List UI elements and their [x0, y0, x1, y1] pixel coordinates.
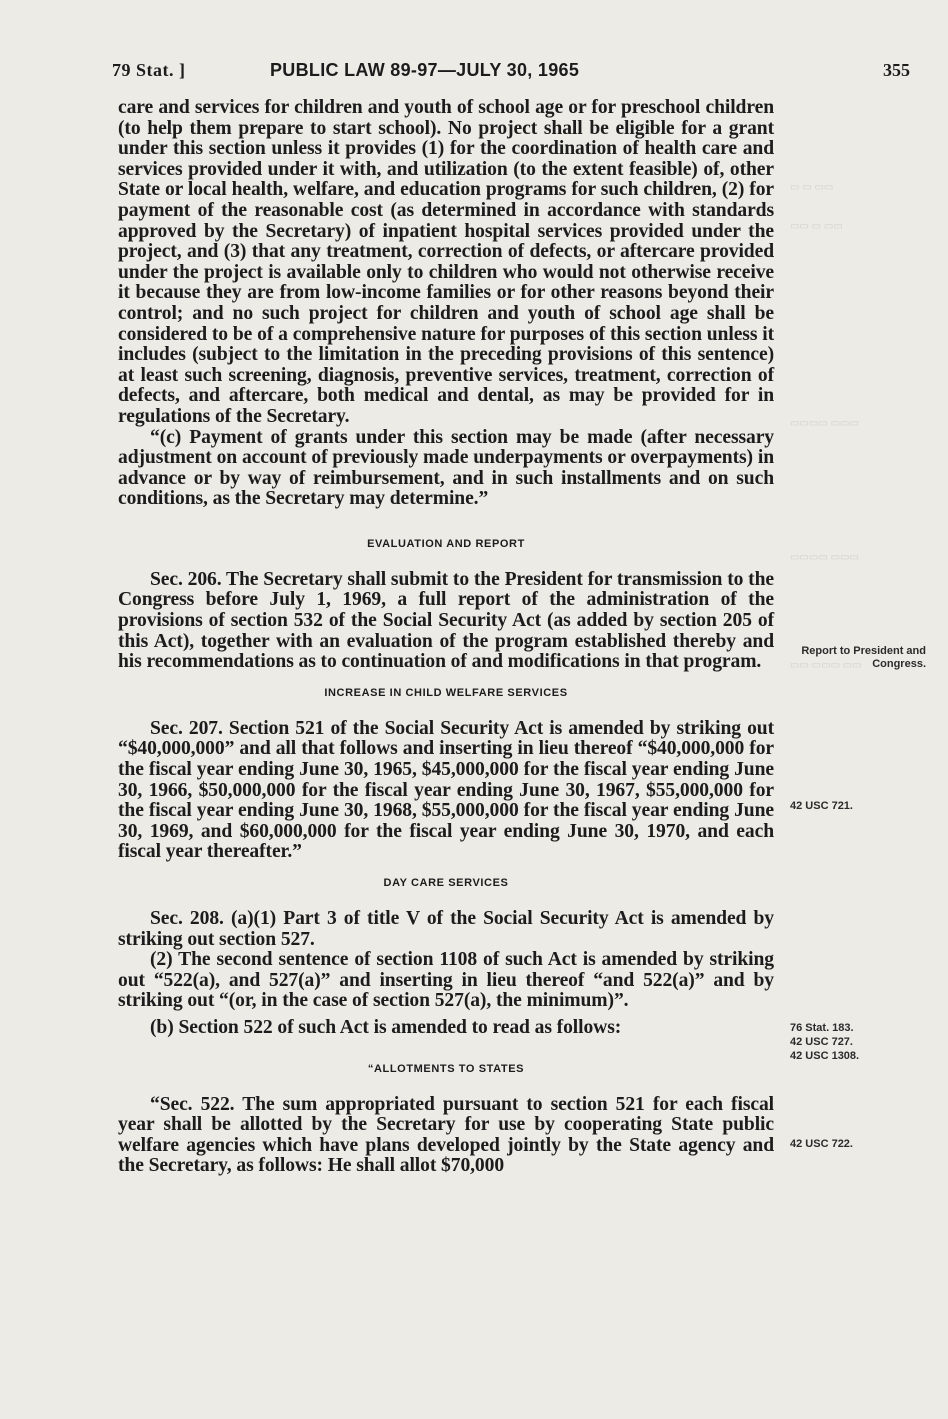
paragraph-continuation: care and services for children and youth of school age or for preschool children (to help them prepare to start school). No project shall be eligible for a grant under this section unless it provides (1) for the coordination of health care and services provided under it with, and utilization (to the extent feasible) of, other State or local health, welfare, and education programs for such children, (2) for payment of the reasonable cost (as determined in accordance with standards approved by the Secretary) of inpatient hospital services provided under the project, and (3) that any treatment, correction of defects, or aftercare provided under the project is available only to children who would not otherwise receive it because they are from low-income families or for other reasons beyond their control; and no such project for children and youth of school age shall be considered to be of a comprehensive nature for purposes of this section unless it includes (subject to the limitation in the preceding provisions of this sentence) at least such screening, diagnosis, preventive services, treatment, correction of defects, and aftercare, both medical and dental, as may be provided for in regulations of the Secretary.	[118, 97, 774, 427]
paragraph-sec-208-b: (b) Section 522 of such Act is amended to read as follows:	[150, 1016, 622, 1038]
bleed-through-mark: ▭▭▭▭ ▭▭▭	[790, 552, 859, 563]
paragraph-sec-208-a2: (2) The second sentence of section 1108 of such Act is amended by striking out “522(a), and 527(a)” and inserting in lieu thereof “and 522(a)” and by striking out “(or, in the case of section 527(a), the minimum)”.	[118, 949, 774, 1012]
volume-reference: 79 Stat. ]	[112, 60, 186, 80]
paragraph-subsection-c: “(c) Payment of grants under this section may be made (after necessary adjustment on account of previously made underpayments or overpayments) in advance or by way of reimbursement, and in such installments and on such conditions, as the Secretary may determine.”	[118, 426, 774, 510]
margin-note-report: Report to President and Congress.	[801, 645, 926, 670]
bleed-through-mark: ▭ ▭ ▭▭	[790, 182, 834, 193]
paragraph-sec-522: “Sec. 522. The sum appropriated pursuant to section 521 for each fiscal year shall be allotted by the Secretary for use by cooperating State public welfare agencies which have plans developed jointly by the State agency and the Secretary, as follows: He shall allot $70,000	[118, 1093, 774, 1177]
margin-note-42-usc-1308: 42 USC 1308.	[790, 1050, 860, 1062]
public-law-title: PUBLIC LAW 89-97—JULY 30, 1965	[270, 60, 580, 80]
bleed-through-mark: ▭▭ ▭▭▭ ▭▭	[790, 660, 862, 671]
bleed-through-mark: ▭▭▭▭ ▭▭▭	[790, 418, 859, 429]
margin-note-42-usc-721: 42 USC 721.	[790, 800, 853, 812]
margin-note-76-stat-183: 76 Stat. 183.	[790, 1022, 854, 1034]
page-header	[112, 60, 910, 90]
paragraph-sec-208-a1: Sec. 208. (a)(1) Part 3 of title V of the Social Security Act is amended by striking out section 527.	[118, 908, 774, 950]
margin-note-42-usc-727: 42 USC 727.	[790, 1036, 853, 1048]
paragraph-sec-207: Sec. 207. Section 521 of the Social Security Act is amended by striking out “$40,000,000” and all that follows and inserting in lieu thereof “$40,000,000 for the fiscal year ending June 30, 1965, $45,000,000 for the fiscal year ending June 30, 1966, $50,000,000 for the fiscal year ending June 30, 1967, $55,000,000 for the fiscal year ending June 30, 1968, $55,000,000 for the fiscal year ending June 30, 1969, and $60,000,000 for the fiscal year ending June 30, 1970, and each fiscal year thereafter.”	[118, 717, 774, 863]
heading-allotments: “ALLOTMENTS TO STATES	[367, 1062, 525, 1075]
main-text-column	[118, 98, 774, 1177]
bleed-through-mark: ▭▭ ▭ ▭▭	[790, 221, 843, 232]
heading-evaluation-report: EVALUATION AND REPORT	[367, 537, 525, 550]
heading-day-care: DAY CARE SERVICES	[383, 877, 509, 889]
margin-note-42-usc-722: 42 USC 722.	[790, 1138, 853, 1150]
paragraph-sec-206: Sec. 206. The Secretary shall submit to the President for transmission to the Congress before July 1, 1969, a full report of the administration of the provisions of section 532 of the Social Security Act (as added by section 205 of this Act), together with an evaluation of the program established thereby and his recommendations as to continuation of and modifications in that program.	[118, 568, 774, 673]
page-number: 355	[883, 60, 910, 80]
heading-child-welfare: INCREASE IN CHILD WELFARE SERVICES	[324, 686, 568, 699]
